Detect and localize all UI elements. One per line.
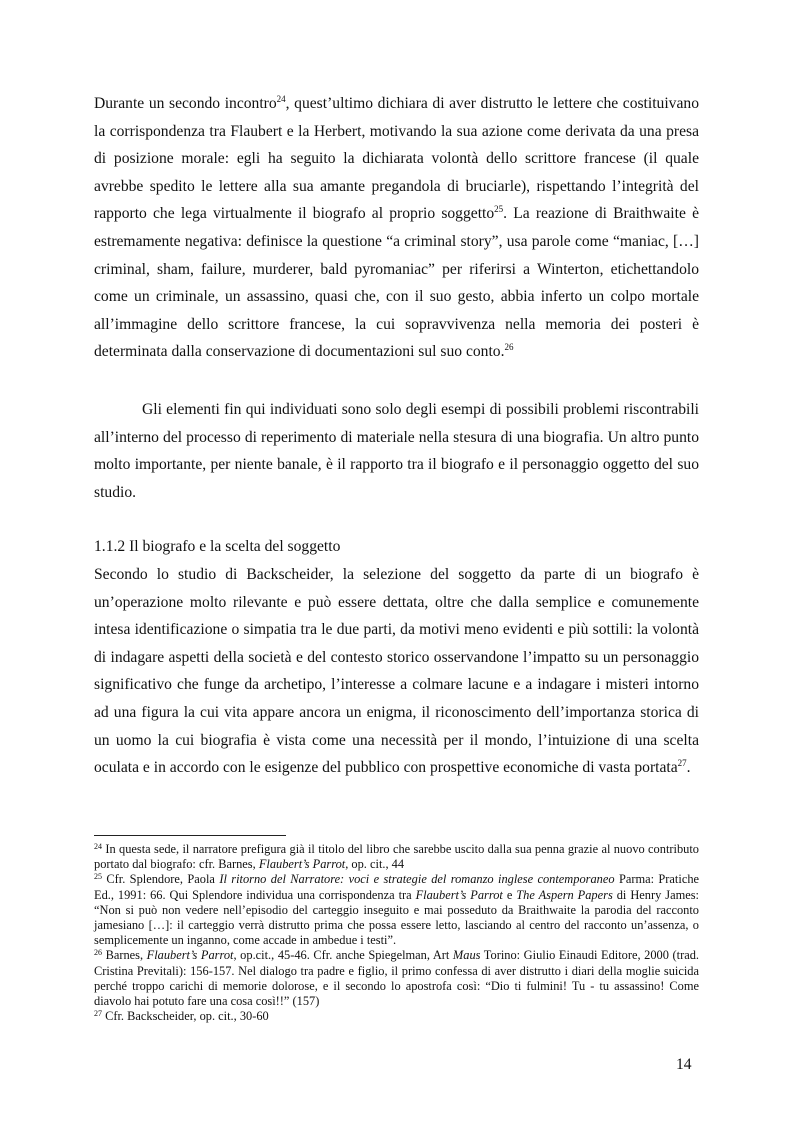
footnote-number: 27 bbox=[94, 1009, 102, 1019]
footnote-26 bbox=[94, 948, 699, 1009]
footnote-25 bbox=[94, 872, 699, 948]
section-heading: 1.1.2 Il biografo e la scelta del soggetto bbox=[94, 538, 341, 555]
footnote-text: Torino: Giulio Einaudi Editore, 2000 (trad. Cristina Previtali): 156-157. Nel dialogo tra padre e figlio, il primo confessa di aver distrutto i diari della moglie suicida perché troppo carichi di memorie dolorose, e il secondo lo apostrofa così: “Dio ti fulmini! Tu - tu assassino! Come diavolo hai potuto fare una cosa così!!” (157) bbox=[94, 948, 699, 1009]
paragraph-text: . La reazione di Braithwaite è estremamente negativa: definisce la questione “a criminal story”, usa parole come “maniac, […] criminal, sham, failure, murderer, bald pyromaniac” per riferirsi a Winterton, etichettandolo come un criminale, un assassino, quasi che, con il suo gesto, abbia inferto un colpo mortale all’immagine dello scrittore francese, la cui sopravvivenza nella memoria dei posteri è determinata dalla conservazione di documentazioni sul suo conto. bbox=[94, 205, 699, 361]
footnote-ref-24: 24 bbox=[276, 94, 286, 104]
footnote-text: e bbox=[502, 887, 517, 902]
footnote-ref-27: 27 bbox=[677, 758, 687, 769]
footnote-text: Barnes, bbox=[102, 948, 147, 963]
footnote-number: 25 bbox=[94, 872, 102, 882]
footnote-text: , op.cit., 45-46. Cfr. anche Spiegelman, Art bbox=[233, 948, 453, 963]
footnote-title: Flaubert’s Parrot bbox=[415, 887, 503, 902]
footnote-title: The Aspern Papers bbox=[516, 887, 613, 902]
footnote-text: , op. cit., 44 bbox=[345, 857, 405, 872]
footnote-title: Flaubert’s Parrot bbox=[146, 948, 234, 963]
footnote-text: Cfr. Splendore, Paola bbox=[102, 872, 220, 887]
footnote-text: Cfr. Backscheider, op. cit., 30-60 bbox=[102, 1009, 269, 1024]
paragraph-text: , quest’ultimo dichiara di aver distrutto le lettere che costituivano la corrispondenza tra Flaubert e la Herbert, motivando la sua azione come derivata da una presa di posizione morale: egli ha seguito la dichiarata volontà dello scrittore francese (il quale avrebbe spedito le lettere alla sua amante pregandola di bruciarle), rispettando l’integrità del rapporto che lega virtualmente il biografo al proprio soggetto bbox=[94, 95, 699, 223]
footnote-title: Maus bbox=[452, 948, 481, 963]
body-paragraph-2: Gli elementi fin qui individuati sono solo degli esempi di possibili problemi riscontrabili all’interno del processo di reperimento di materiale nella stesura di una biografia. Un altro punto molto importante, per niente banale, è il rapporto tra il biografo e il personaggio oggetto del suo studio. bbox=[94, 401, 699, 501]
paragraph-text: Durante un secondo incontro bbox=[94, 95, 277, 112]
footnotes bbox=[94, 842, 699, 1024]
footnote-separator bbox=[94, 835, 286, 836]
footnote-text: Parma: Pratiche Ed., 1991: 66. Qui Splendore individua una corrispondenza tra bbox=[94, 872, 700, 902]
footnote-ref-26: 26 bbox=[504, 342, 514, 353]
page-number: 14 bbox=[676, 1056, 692, 1073]
footnote-title: Flaubert’s Parrot bbox=[258, 857, 346, 872]
footnote-27 bbox=[94, 1009, 699, 1024]
paragraph-text: Secondo lo studio di Backscheider, la selezione del soggetto da parte di un biografo è un’operazione molto rilevante e può essere dettata, oltre che dalla semplice e comunemente intesa identificazione o simpatia tra le due parti, da motivi meno evidenti e più sottili: la volontà di indagare aspetti della società e del contesto storico osservandone l’impatto su un personaggio significativo che funge da archetipo, l’interesse a colmare lacune e a indagare i misteri intorno ad una figura la cui vita appare ancora un enigma, il riconoscimento dell’importanza storica di un uomo la cui biografia è vista come una necessità per il mondo, l’intuizione di una scelta oculata e in accordo con le esigenze del pubblico con prospettive economiche di vasta portata bbox=[94, 566, 699, 777]
footnote-24 bbox=[94, 842, 699, 872]
body-paragraph-1 bbox=[94, 90, 699, 366]
footnote-ref-25: 25 bbox=[494, 204, 504, 215]
footnote-number: 24 bbox=[94, 842, 102, 851]
footnote-text: di Henry James: “Non si può non vedere nell’episodio del carteggio inseguito e mai posseduto da Braithwaite la parodia del racconto jamesiano […]: il carteggio verrà distrutto prima che possa essere letto, lasciando al centro del racconto un’assenza, o semplicemente un inganno, come accade in ambedue i testi”. bbox=[94, 887, 699, 948]
footnote-title: Il ritorno del Narratore: voci e strategie del romanzo inglese contemporaneo bbox=[219, 872, 615, 887]
footnote-text: In questa sede, il narratore prefigura già il titolo del libro che sarebbe uscito dalla sua penna grazie al nuovo contributo portato dal biografo: cfr. Barnes, bbox=[94, 842, 699, 872]
paragraph-text: . bbox=[686, 759, 691, 777]
footnote-number: 26 bbox=[94, 948, 102, 958]
body-paragraph-3 bbox=[94, 561, 699, 782]
